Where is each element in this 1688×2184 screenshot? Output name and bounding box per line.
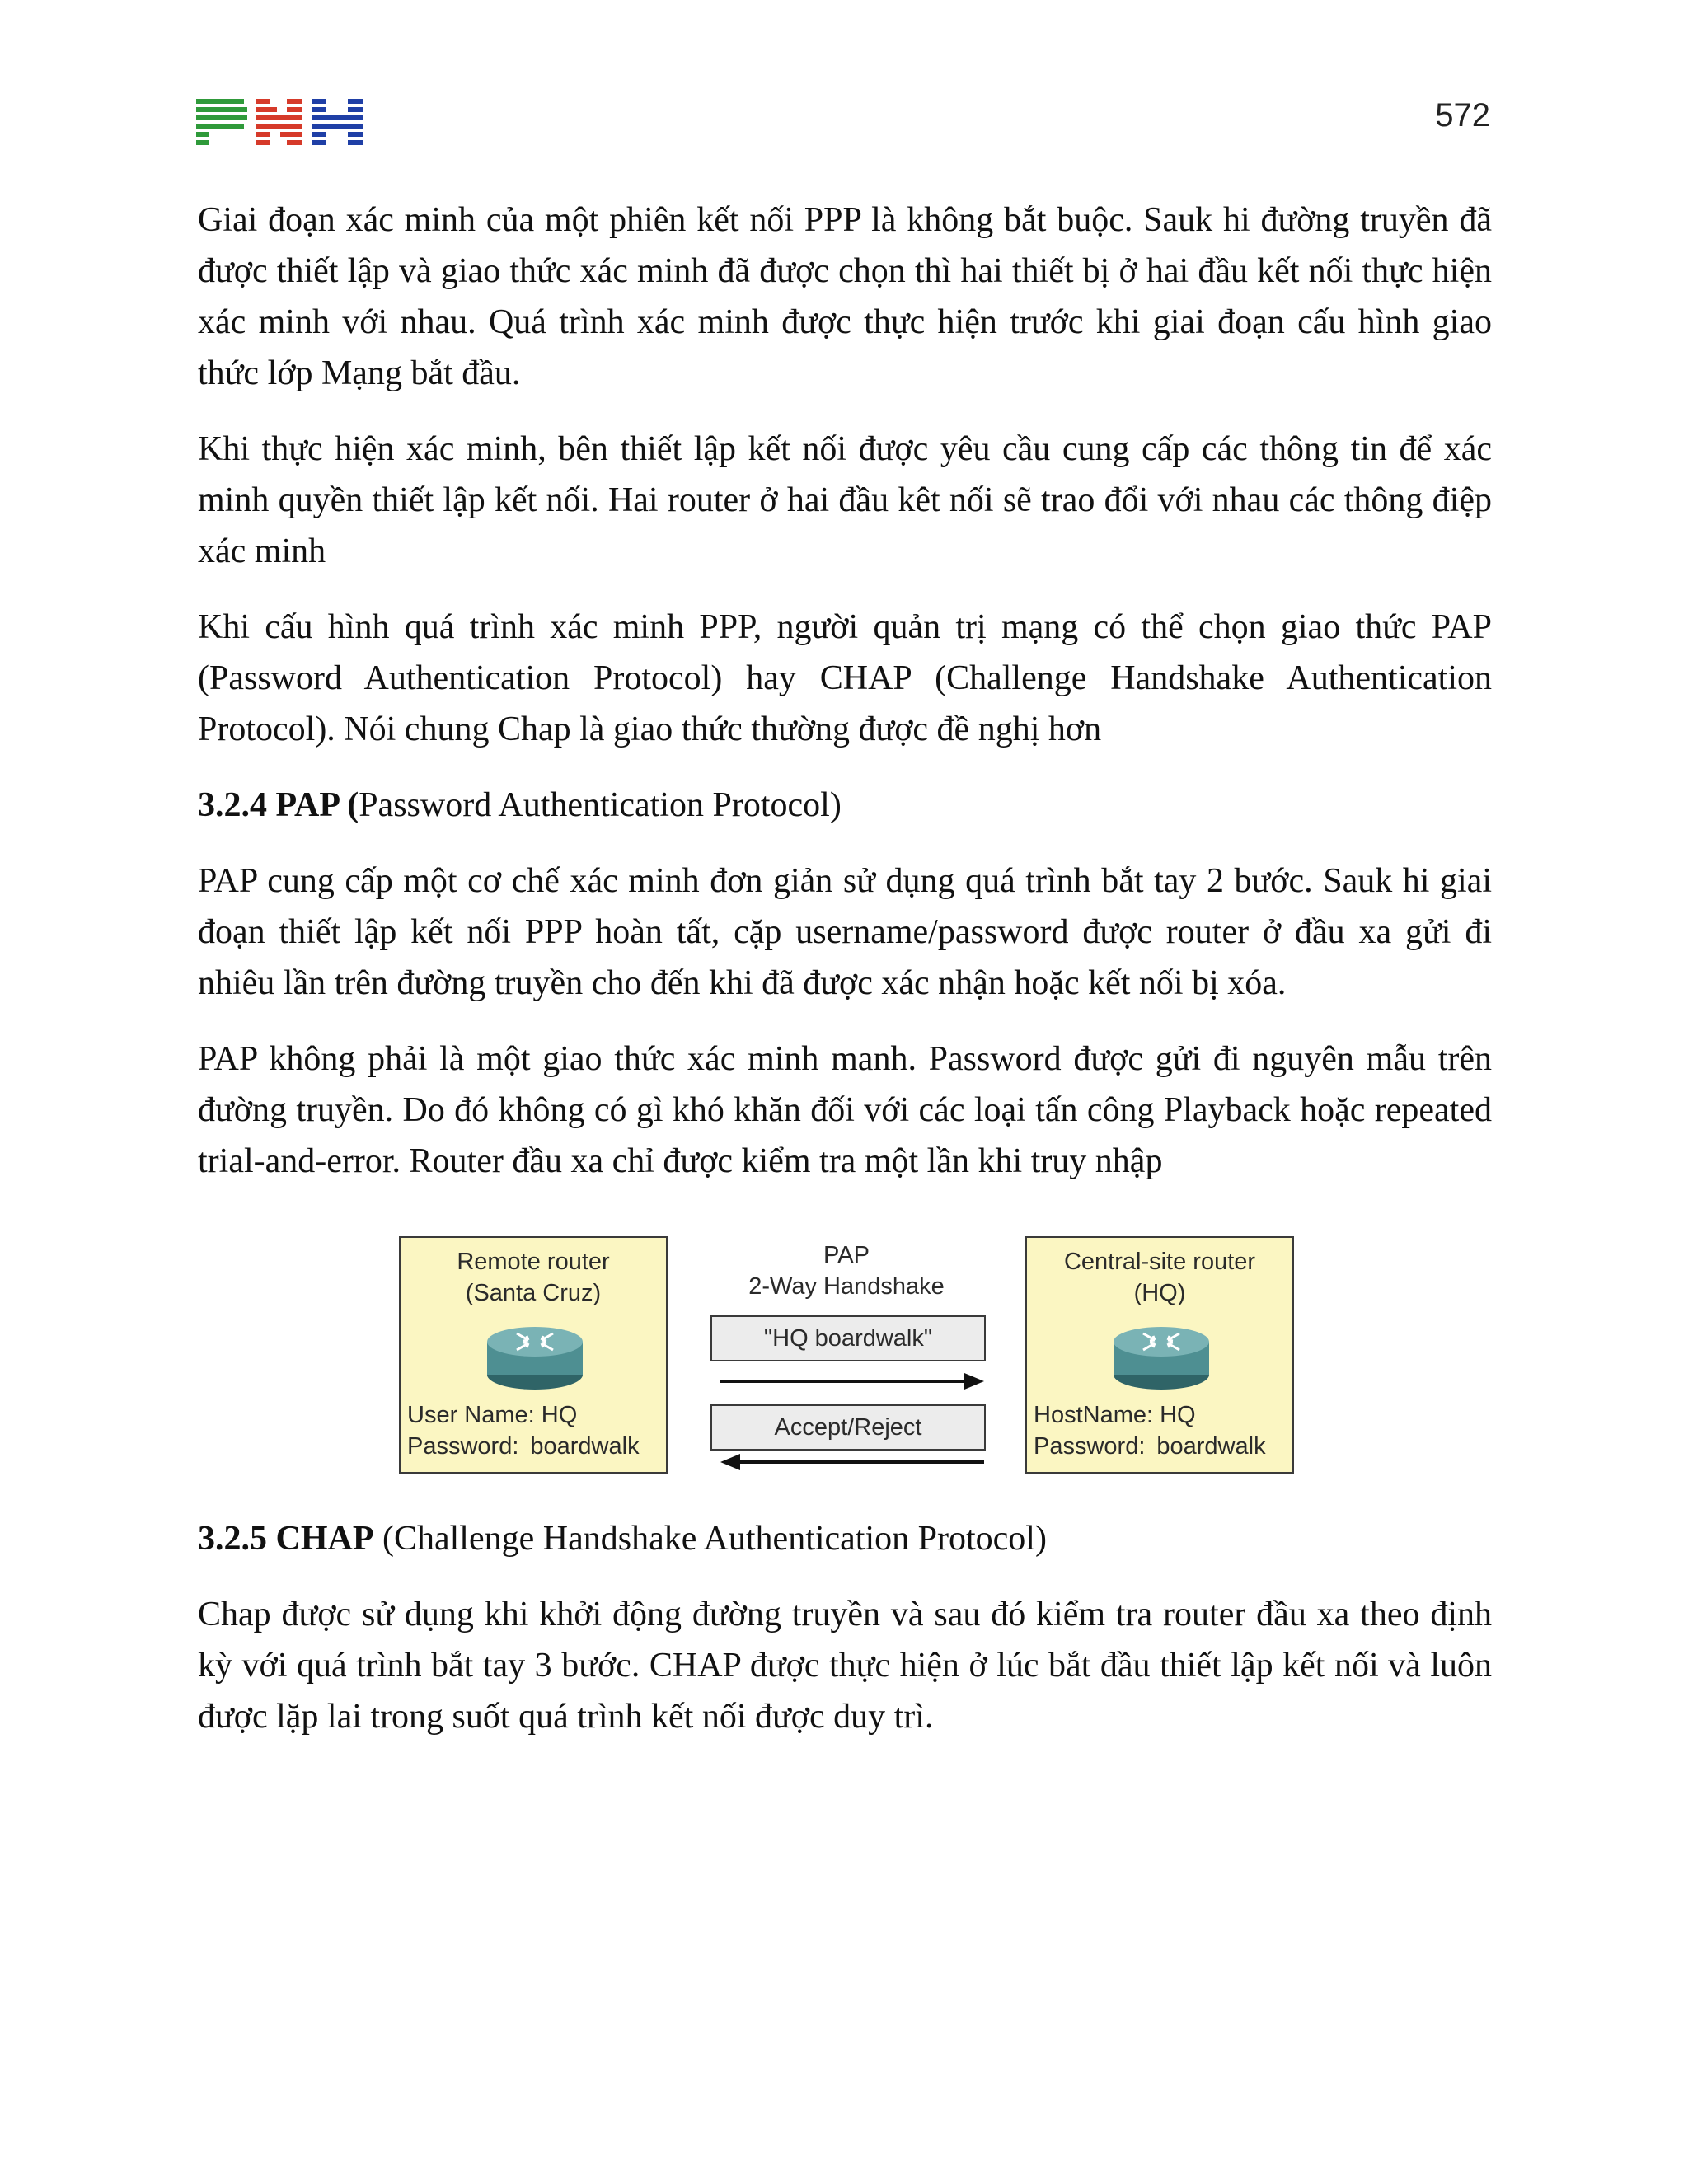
central-router-box	[1025, 1236, 1294, 1474]
handshake-title	[704, 1240, 989, 1302]
user-name-label: User Name:	[407, 1402, 535, 1428]
router-icon	[485, 1320, 584, 1391]
remote-router-name: Remote router	[457, 1249, 610, 1275]
page-content	[198, 194, 1492, 1767]
heading-number: 3.2.5 CHAP	[198, 1520, 374, 1558]
paragraph: Khi cấu hình quá trình xác minh PPP, người quản trị mạng có thể chọn giao thức PAP (Password Authentication Protocol) hay CHAP (Challenge Handshake Authentication Protocol). Nói chung Chap là giao thức thường được đề nghị hơn	[198, 608, 1492, 748]
pnh-logo-icon	[196, 99, 369, 147]
remote-router-box	[399, 1236, 668, 1474]
paragraph: PAP cung cấp một cơ chế xác minh đơn giản sử dụng quá trình bắt tay 2 bước. Sauk hi giai đoạn thiết lập kết nối PPP hoàn tất, cặp username/password được router ở đầu xa gửi đi nhiêu lần trên đường truyền cho đến khi đã được xác nhận hoặc kết nối bị xóa.	[198, 862, 1492, 1002]
host-name-label: HostName:	[1034, 1402, 1154, 1428]
password-value: boardwalk	[1156, 1433, 1266, 1460]
paragraph: Chap được sử dụng khi khởi động đường truyền và sau đó kiểm tra router đầu xa theo định kỳ với quá trình bắt tay 3 bước. CHAP được thực hiện ở lúc bắt đầu thiết lập kết nối và luôn được lặp lai trong suốt quá trình kết nối được duy trì.	[198, 1596, 1492, 1736]
remote-router-location: (Santa Cruz)	[465, 1280, 602, 1306]
pap-handshake-diagram	[399, 1236, 1297, 1480]
password-label: Password:	[407, 1433, 519, 1460]
section-heading-chap	[198, 1513, 1492, 1564]
central-credentials	[1034, 1399, 1266, 1462]
accept-reject-message: Accept/Reject	[710, 1404, 986, 1451]
central-router-name: Central-site router	[1063, 1249, 1256, 1275]
host-name-value: HQ	[1160, 1402, 1196, 1428]
password-label: Password:	[1034, 1433, 1146, 1460]
heading-number: 3.2.4 PAP (	[198, 786, 359, 824]
central-router-location: (HQ)	[1133, 1280, 1186, 1306]
handshake-exchange	[704, 1236, 989, 1474]
protocol-label: PAP	[823, 1242, 870, 1268]
remote-credentials	[407, 1399, 640, 1462]
handshake-label: 2-Way Handshake	[748, 1273, 945, 1300]
heading-text: Password Authentication Protocol)	[359, 786, 842, 824]
arrow-right-icon	[720, 1371, 984, 1391]
remote-router-title	[401, 1246, 666, 1309]
password-value: boardwalk	[530, 1433, 640, 1460]
user-name-value: HQ	[541, 1402, 578, 1428]
paragraph: Khi thực hiện xác minh, bên thiết lập kết nối được yêu cầu cung cấp các thông tin để xác minh quyền thiết lập kết nối. Hai router ở hai đầu kêt nối sẽ trao đổi với nhau các thông điệp xác minh	[198, 430, 1492, 570]
credentials-message: "HQ boardwalk"	[710, 1315, 986, 1361]
heading-text: (Challenge Handshake Authentication Protocol)	[373, 1520, 1047, 1558]
page-number: 572	[1435, 97, 1490, 134]
arrow-left-icon	[720, 1452, 984, 1472]
section-heading-pap	[198, 780, 1492, 831]
router-icon	[1112, 1320, 1211, 1391]
paragraph: PAP không phải là một giao thức xác minh manh. Password được gửi đi nguyên mẫu trên đường truyền. Do đó không có gì khó khăn đối với các loại tấn công Playback hoặc repeated trial-and-error. Router đầu xa chỉ được kiểm tra một lần khi truy nhập	[198, 1040, 1492, 1180]
paragraph: Giai đoạn xác minh của một phiên kết nối PPP là không bắt buộc. Sauk hi đường truyền đã được thiết lập và giao thức xác minh đã được chọn thì hai thiết bị ở hai đầu kết nối thực hiện xác minh với nhau. Quá trình xác minh được thực hiện trước khi giai đoạn cấu hình giao thức lớp Mạng bắt đầu.	[198, 201, 1492, 392]
central-router-title	[1027, 1246, 1292, 1309]
